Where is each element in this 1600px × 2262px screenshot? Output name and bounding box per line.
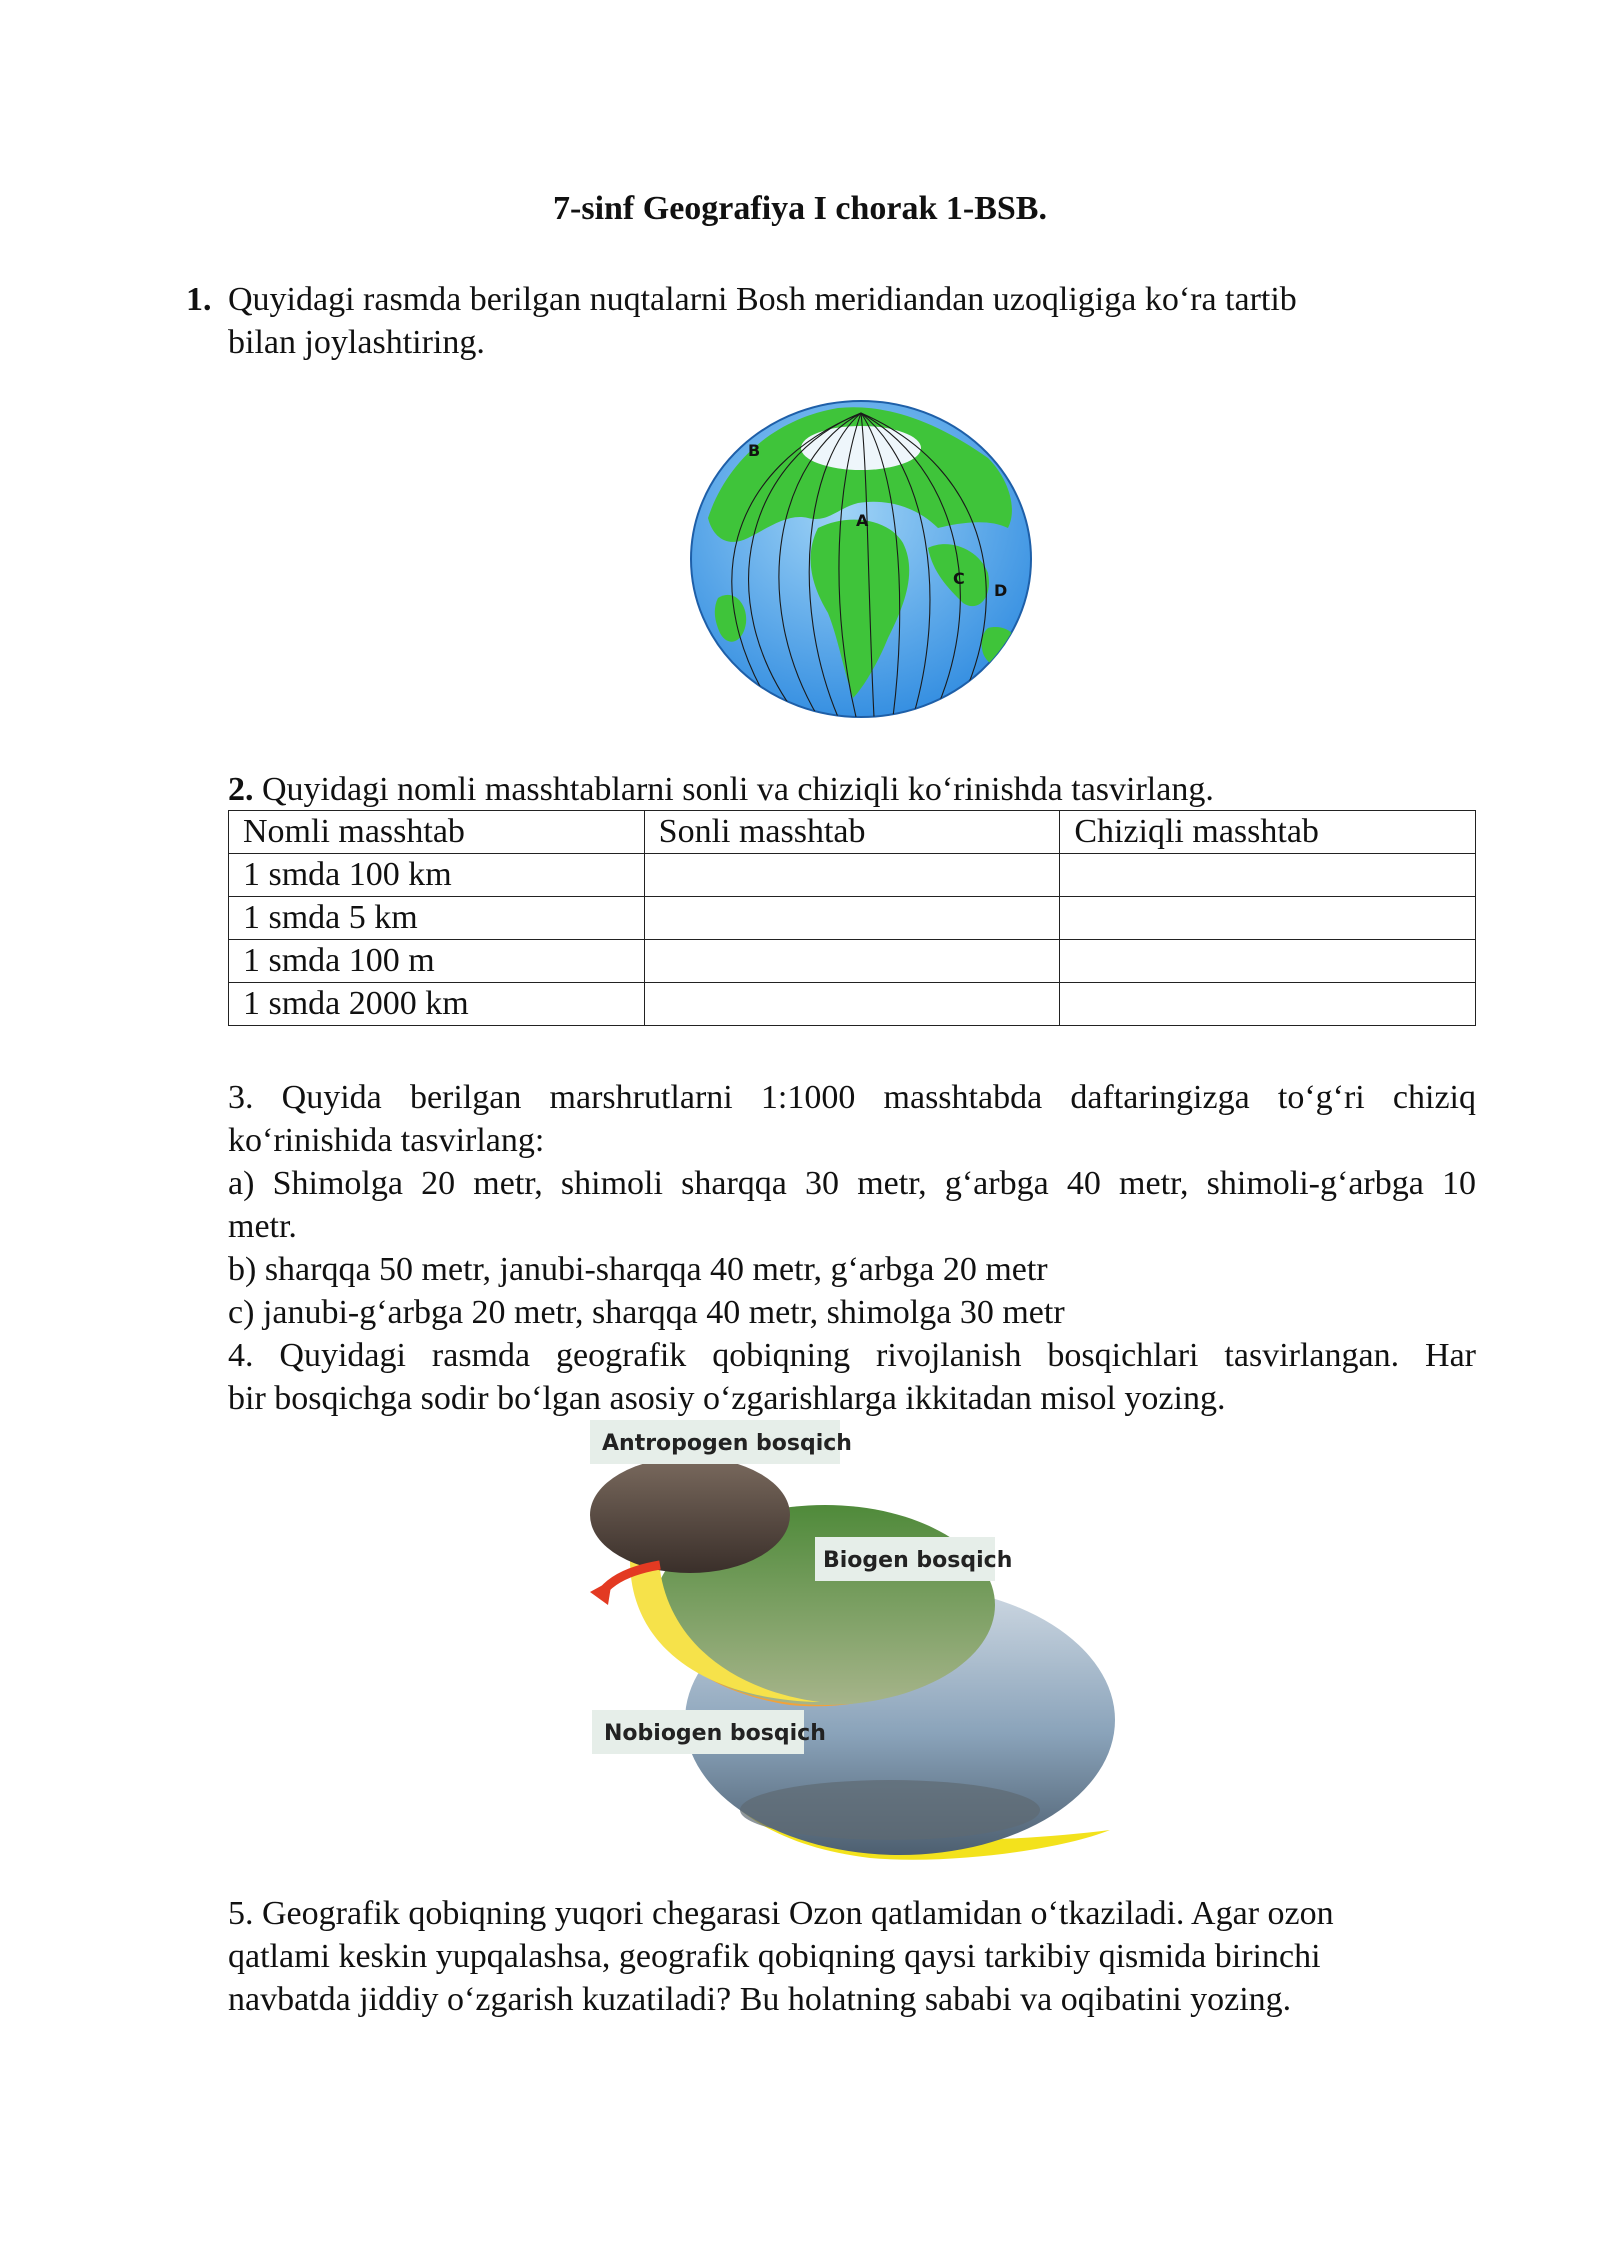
question-4-line: 4. Quyidagi rasmda geografik qobiqning rivojlanish bosqichlari tasvirlangan. Har [228, 1337, 1476, 1374]
route-b: b) sharqqa 50 metr, janubi-sharqqa 40 metr, g‘arbga 20 metr [228, 1251, 1048, 1288]
question-2 [228, 768, 1488, 811]
question-1 [186, 278, 1476, 364]
question-text [228, 278, 1476, 364]
globe-point-b: B [748, 441, 761, 460]
table-row [229, 983, 1476, 1026]
table-cell: 1 smda 100 m [229, 940, 645, 983]
table-header: Chiziqli masshtab [1060, 811, 1476, 854]
globe-image [688, 398, 1034, 720]
question-5 [228, 1892, 1488, 2021]
question-5-line: qatlami keskin yupqalashsa, geografik qobiqning qaysi tarkibiy qismida birinchi [228, 1938, 1321, 1975]
question-text: Quyidagi nomli masshtablarni sonli va chiziqli ko‘rinishda tasvirlang. [253, 771, 1214, 808]
question-3-line: 3. Quyida berilgan marshrutlarni 1:1000 masshtabda daftaringizga to‘g‘ri chiziq [228, 1079, 1476, 1116]
route-c: c) janubi-g‘arbga 20 metr, sharqqa 40 metr, shimolga 30 metr [228, 1294, 1065, 1331]
table-cell: 1 smda 5 km [229, 897, 645, 940]
table-cell-blank [644, 940, 1060, 983]
question-3-4 [228, 1076, 1476, 1420]
table-cell-blank [1060, 940, 1476, 983]
question-3-line: ko‘rinishida tasvirlang: [228, 1122, 545, 1159]
table-cell-blank [1060, 897, 1476, 940]
route-a: a) Shimolga 20 metr, shimoli sharqqa 30 metr, g‘arbga 40 metr, shimoli-g‘arbga 10 [228, 1165, 1476, 1202]
table-header: Nomli masshtab [229, 811, 645, 854]
table-cell: 1 smda 2000 km [229, 983, 645, 1026]
table-cell-blank [644, 897, 1060, 940]
table-row [229, 940, 1476, 983]
table-cell: 1 smda 100 km [229, 854, 645, 897]
scale-table [228, 810, 1476, 1026]
stage-label-biogen: Biogen bosqich [823, 1548, 1013, 1573]
geographic-shell-stages-image [590, 1420, 1130, 1890]
question-4-line: bir bosqichga sodir bo‘lgan asosiy o‘zgarishlarga ikkitadan misol yozing. [228, 1380, 1226, 1417]
globe-point-a: A [856, 511, 869, 530]
question-line: bilan joylashtiring. [228, 324, 485, 361]
question-line: Quyidagi rasmda berilgan nuqtalarni Bosh meridiandan uzoqligiga ko‘ra tartib [228, 281, 1297, 318]
table-cell-blank [1060, 854, 1476, 897]
route-a-cont: metr. [228, 1208, 297, 1245]
question-number: 1. [186, 281, 212, 318]
table-cell-blank [644, 983, 1060, 1026]
stage-label-nobiogen: Nobiogen bosqich [604, 1721, 826, 1746]
table-header-row [229, 811, 1476, 854]
stage-label-antropogen: Antropogen bosqich [602, 1431, 852, 1456]
question-5-line: 5. Geografik qobiqning yuqori chegarasi Ozon qatlamidan o‘tkaziladi. Agar ozon [228, 1895, 1334, 1932]
table-row [229, 854, 1476, 897]
table-header: Sonli masshtab [644, 811, 1060, 854]
page-title: 7-sinf Geografiya I chorak 1-BSB. [553, 190, 1047, 227]
question-number: 2. [228, 771, 254, 808]
table-row [229, 897, 1476, 940]
table-cell-blank [644, 854, 1060, 897]
globe-point-d: D [994, 581, 1008, 600]
question-5-line: navbatda jiddiy o‘zgarish kuzatiladi? Bu holatning sababi va oqibatini yozing. [228, 1981, 1292, 2018]
table-cell-blank [1060, 983, 1476, 1026]
globe-point-c: C [953, 569, 965, 588]
